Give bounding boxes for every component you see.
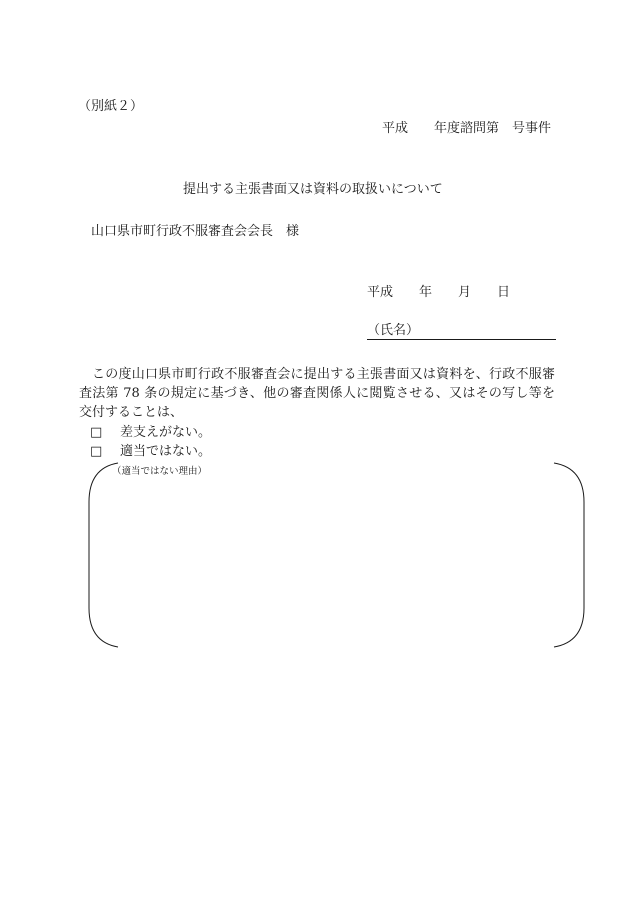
document-title: 提出する主張書面又は資料の取扱いについて xyxy=(183,182,443,197)
case-number: 平成 年度諮問第 号事件 xyxy=(382,121,552,136)
option-label: 適当ではない。 xyxy=(120,444,212,459)
addressee: 山口県市町行政不服審査会会長 様 xyxy=(91,224,300,239)
reason-label: （適当ではない理由） xyxy=(112,466,208,477)
checkbox-icon[interactable]: □ xyxy=(90,444,103,459)
name-label: （氏名） xyxy=(367,323,420,338)
body-paragraph: この度山口県市町行政不服審査会に提出する主張書面又は資料を、行政不服審査法第 78 条の規定に基づき、他の審査関係人に閲覧させる、又はその写し等を交付することは、 xyxy=(79,367,555,420)
attachment-label: （別紙２） xyxy=(78,99,144,114)
reason-text-area[interactable] xyxy=(100,482,570,637)
name-signature-line xyxy=(367,339,556,340)
option-label: 差支えがない。 xyxy=(120,425,212,440)
checkbox-icon[interactable]: □ xyxy=(90,425,103,440)
date-line: 平成 年 月 日 xyxy=(367,285,511,300)
